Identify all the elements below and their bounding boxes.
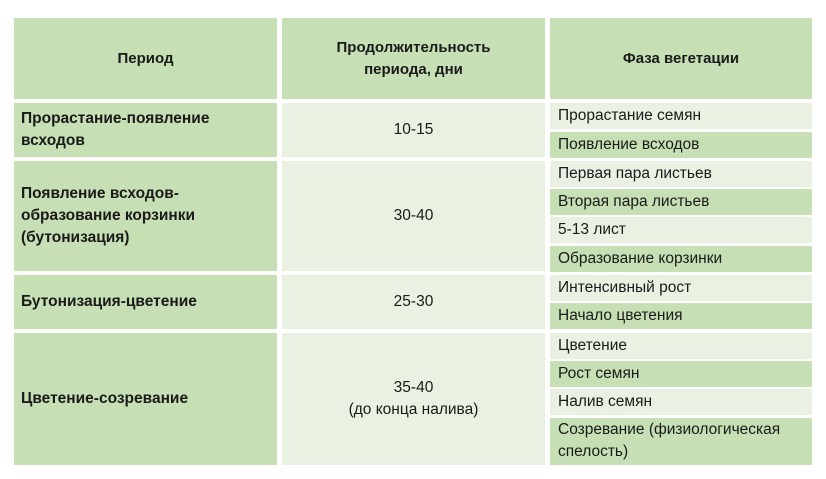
header-duration-line1: Продолжительность bbox=[336, 38, 491, 56]
period-line: Бутонизация-цветение bbox=[21, 293, 197, 310]
period-cell-2 bbox=[14, 161, 277, 271]
phase-text: Рост семян bbox=[558, 365, 640, 382]
phase-text: 5-13 лист bbox=[558, 221, 626, 238]
duration-cell-1 bbox=[282, 103, 545, 157]
phase-text-line: спелость) bbox=[558, 443, 629, 460]
phase-text-line: Созревание (физиологическая bbox=[558, 421, 781, 438]
phase-text: Налив семян bbox=[558, 393, 653, 410]
phase-cell bbox=[550, 418, 812, 465]
period-cell-4 bbox=[14, 333, 277, 465]
phase-cell bbox=[550, 246, 812, 272]
duration-value: 10-15 bbox=[393, 121, 434, 138]
duration-value: 30-40 bbox=[393, 207, 434, 224]
phase-cell bbox=[550, 103, 812, 129]
duration-cell-4 bbox=[282, 333, 545, 465]
phase-text: Цветение bbox=[558, 337, 628, 354]
duration-value: 35-40 bbox=[393, 379, 434, 396]
phase-text: Образование корзинки bbox=[558, 250, 723, 267]
header-duration-line2: периода, дни bbox=[364, 60, 463, 78]
phase-cell bbox=[550, 189, 812, 215]
period-line: всходов bbox=[21, 132, 85, 149]
period-line: Появление всходов- bbox=[21, 185, 179, 202]
phase-cell bbox=[550, 333, 812, 359]
duration-cell-3 bbox=[282, 275, 545, 329]
phase-cell bbox=[550, 303, 812, 329]
phase-cell bbox=[550, 275, 812, 301]
duration-note: (до конца налива) bbox=[348, 401, 479, 418]
header-period bbox=[14, 18, 277, 99]
header-phase-text: Фаза вегетации bbox=[622, 49, 740, 67]
phase-cell bbox=[550, 361, 812, 387]
period-line: Цветение-созревание bbox=[21, 390, 189, 407]
header-phase bbox=[550, 18, 812, 99]
period-cell-3 bbox=[14, 275, 277, 329]
phase-text: Вторая пара листьев bbox=[558, 193, 710, 210]
period-line: (бутонизация) bbox=[21, 229, 130, 246]
phase-cell bbox=[550, 217, 812, 243]
duration-cell-2 bbox=[282, 161, 545, 271]
header-period-text: Период bbox=[117, 49, 174, 67]
phase-cell bbox=[550, 389, 812, 415]
duration-value: 25-30 bbox=[393, 293, 434, 310]
phase-text: Появление всходов bbox=[558, 136, 700, 153]
period-cell-1 bbox=[14, 103, 277, 157]
phase-text: Первая пара листьев bbox=[558, 165, 712, 182]
phase-text: Начало цветения bbox=[558, 307, 683, 324]
phase-cell bbox=[550, 161, 812, 187]
phase-text: Прорастание семян bbox=[558, 107, 702, 124]
period-line: образование корзинки bbox=[21, 207, 196, 224]
period-line: Прорастание-появление bbox=[21, 110, 210, 127]
phase-text: Интенсивный рост bbox=[558, 279, 692, 296]
header-duration bbox=[282, 18, 545, 99]
phase-cell bbox=[550, 132, 812, 158]
